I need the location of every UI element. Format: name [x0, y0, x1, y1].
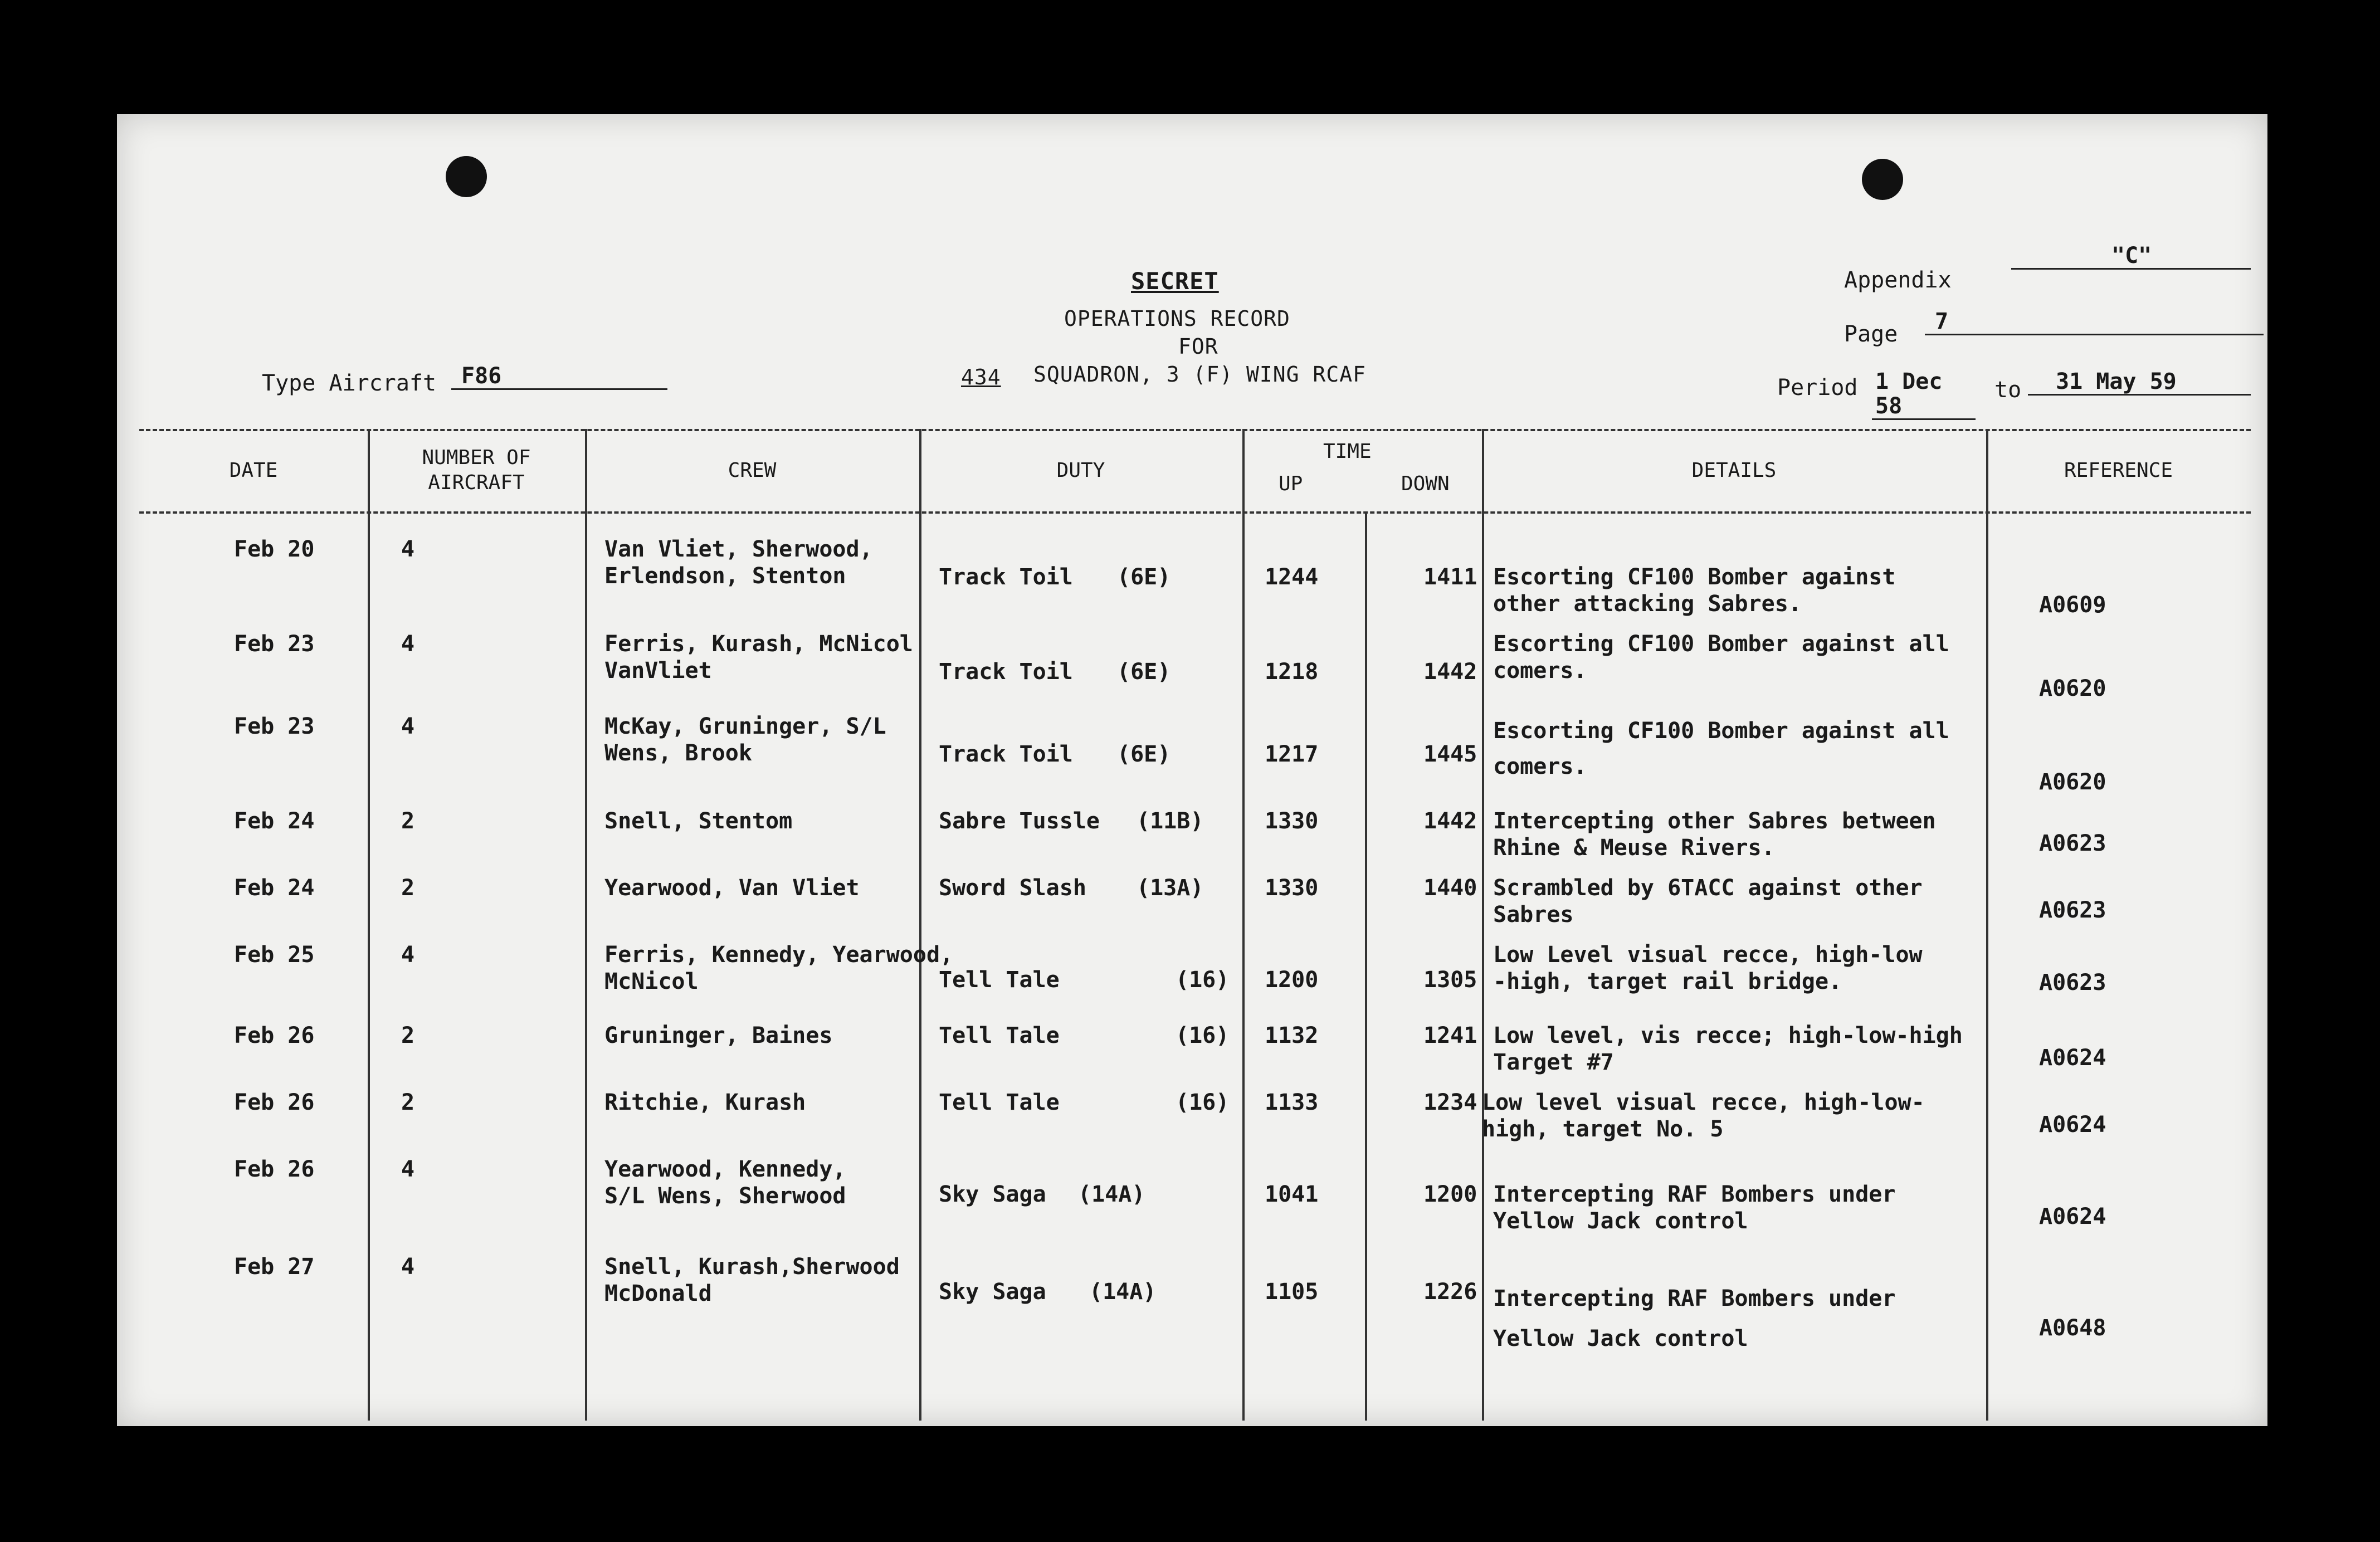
row-date: Feb 24	[234, 875, 315, 901]
record-title: OPERATIONS RECORD	[1064, 306, 1290, 331]
row-duty-name: Track Toil	[939, 564, 1073, 590]
row-time-up: 1330	[1265, 808, 1319, 834]
row-reference: A0620	[2039, 676, 2106, 701]
column-divider	[1482, 429, 1484, 1421]
record-sheet	[117, 114, 2267, 1426]
type-aircraft-label: Type Aircraft	[262, 370, 437, 396]
row-time-up: 1132	[1265, 1023, 1319, 1048]
row-aircraft-count: 4	[401, 942, 415, 968]
row-duty-code: (14A)	[1089, 1279, 1157, 1305]
column-header-reference: REFERENCE	[2064, 458, 2173, 482]
row-time-down: 1234	[1423, 1090, 1477, 1115]
row-crew: Yearwood, Kennedy, S/L Wens, Sherwood	[604, 1156, 846, 1209]
operations-table	[139, 429, 2251, 1421]
row-duty	[939, 1089, 1256, 1116]
row-date: Feb 25	[234, 942, 315, 968]
appendix-label: Appendix	[1844, 267, 1952, 293]
column-header-up: UP	[1279, 472, 1303, 495]
period-until: 31 May 59	[2028, 369, 2251, 396]
row-time-down: 1442	[1423, 808, 1477, 834]
table-row	[139, 941, 2251, 996]
row-duty-name: Track Toil	[939, 659, 1073, 685]
row-duty-code: (16)	[1176, 1023, 1230, 1048]
row-duty-name: Sword Slash	[939, 875, 1086, 901]
row-duty-code: (14A)	[1078, 1182, 1145, 1207]
row-aircraft-count: 4	[401, 536, 415, 562]
column-header-time: TIME	[1323, 440, 1372, 463]
row-duty-code: (6E)	[1117, 564, 1171, 590]
row-duty-code: (16)	[1176, 1090, 1230, 1115]
row-aircraft-count: 2	[401, 875, 415, 901]
row-time-up: 1105	[1265, 1279, 1319, 1305]
for-word: FOR	[1178, 334, 1218, 359]
row-time-down: 1200	[1423, 1182, 1477, 1207]
row-aircraft-count: 2	[401, 808, 415, 834]
row-time-down: 1241	[1423, 1023, 1477, 1048]
row-time-up: 1041	[1265, 1182, 1319, 1207]
row-crew: Gruninger, Baines	[604, 1023, 833, 1048]
row-duty	[939, 808, 1256, 835]
period-to-word: to	[1994, 377, 2022, 403]
row-crew: Ferris, Kurash, McNicol VanVliet	[604, 631, 913, 684]
column-header-number-of-aircraft: NUMBER OF AIRCRAFT	[422, 446, 531, 494]
column-header-date: DATE	[229, 458, 278, 482]
row-duty-code: (6E)	[1117, 659, 1171, 685]
row-duty	[939, 741, 1256, 768]
period-from: 1 Dec 58	[1872, 369, 1976, 420]
row-duty	[939, 967, 1256, 993]
row-time-down: 1440	[1423, 875, 1477, 901]
row-reference: A0609	[2039, 592, 2106, 618]
row-details: Low level, vis recce; high-low-high Target #7	[1493, 1023, 1963, 1075]
row-time-down: 1411	[1423, 564, 1477, 590]
row-duty-code: (6E)	[1117, 741, 1171, 767]
row-details: Escorting CF100 Bomber against other attacking Sabres.	[1493, 564, 1896, 617]
row-reference: A0623	[2039, 897, 2106, 923]
classification-mark: SECRET	[1131, 267, 1219, 295]
row-duty-code: (13A)	[1137, 875, 1204, 901]
row-details: Escorting CF100 Bomber against all comers.	[1493, 718, 1949, 779]
row-aircraft-count: 4	[401, 1254, 415, 1280]
row-time-down: 1445	[1423, 741, 1477, 767]
column-header-details: DETAILS	[1691, 458, 1777, 482]
row-crew: Ritchie, Kurash	[604, 1090, 806, 1115]
row-details: Intercepting RAF Bombers under Yellow Jack control	[1493, 1286, 1896, 1351]
row-time-up: 1133	[1265, 1090, 1319, 1115]
row-details: Low Level visual recce, high-low -high, target rail bridge.	[1493, 942, 1923, 994]
column-divider	[585, 429, 587, 1421]
page-value: 7	[1925, 309, 2264, 335]
row-details: Intercepting other Sabres between Rhine & Meuse Rivers.	[1493, 808, 1936, 861]
row-time-up: 1330	[1265, 875, 1319, 901]
punch-hole-left	[446, 156, 487, 197]
row-crew: Ferris, Kennedy, Yearwood, McNicol	[604, 942, 954, 994]
row-reference: A0620	[2039, 769, 2106, 795]
page-label: Page	[1844, 321, 1898, 347]
column-header-crew: CREW	[728, 458, 777, 482]
row-time-down: 1442	[1423, 659, 1477, 685]
column-header-down: DOWN	[1401, 472, 1450, 495]
punch-hole-right	[1862, 159, 1903, 200]
row-date: Feb 27	[234, 1254, 315, 1280]
row-time-down: 1226	[1423, 1279, 1477, 1305]
row-aircraft-count: 4	[401, 1156, 415, 1182]
squadron-number: 434	[961, 365, 1001, 389]
row-reference: A0648	[2039, 1315, 2106, 1341]
period-label: Period	[1777, 375, 1858, 401]
row-duty-name: Tell Tale	[939, 1023, 1060, 1048]
row-duty-name: Sky Saga	[939, 1182, 1046, 1207]
row-duty-name: Sky Saga	[939, 1279, 1046, 1305]
table-row	[139, 1089, 2251, 1142]
row-details: Escorting CF100 Bomber against all comers.	[1493, 631, 1949, 684]
row-reference: A0623	[2039, 831, 2106, 856]
row-date: Feb 23	[234, 631, 315, 657]
row-duty	[939, 1022, 1256, 1049]
row-time-up: 1218	[1265, 659, 1319, 685]
row-date: Feb 20	[234, 536, 315, 562]
appendix-value: "C"	[2011, 243, 2251, 270]
row-date: Feb 26	[234, 1156, 315, 1182]
column-divider	[1365, 511, 1367, 1421]
row-reference: A0624	[2039, 1204, 2106, 1229]
row-aircraft-count: 2	[401, 1090, 415, 1115]
row-details: Intercepting RAF Bombers under Yellow Jack control	[1493, 1182, 1896, 1234]
row-time-up: 1244	[1265, 564, 1319, 590]
row-crew: Yearwood, Van Vliet	[604, 875, 860, 901]
row-duty-name: Sabre Tussle	[939, 808, 1100, 834]
row-reference: A0624	[2039, 1112, 2106, 1138]
row-date: Feb 24	[234, 808, 315, 834]
row-duty-code: (11B)	[1137, 808, 1204, 834]
row-duty-name: Track Toil	[939, 741, 1073, 767]
row-crew: Snell, Kurash,Sherwood McDonald	[604, 1254, 900, 1306]
row-duty-name: Tell Tale	[939, 967, 1060, 993]
row-time-up: 1217	[1265, 741, 1319, 767]
table-row	[139, 1022, 2251, 1075]
row-reference: A0624	[2039, 1045, 2106, 1071]
row-duty	[939, 1279, 1256, 1305]
row-time-down: 1305	[1423, 967, 1477, 993]
row-details: Scrambled by 6TACC against other Sabres	[1493, 875, 1923, 928]
row-aircraft-count: 4	[401, 631, 415, 657]
row-crew: Snell, Stentom	[604, 808, 793, 834]
row-duty-code: (16)	[1176, 967, 1230, 993]
row-date: Feb 23	[234, 714, 315, 739]
row-details: Low level visual recce, high-low- high, target No. 5	[1482, 1090, 1925, 1142]
header-bottom-rule	[139, 511, 2251, 514]
row-date: Feb 26	[234, 1023, 315, 1048]
row-time-up: 1200	[1265, 967, 1319, 993]
row-duty-name: Tell Tale	[939, 1090, 1060, 1115]
row-duty	[939, 875, 1256, 901]
squadron-text: SQUADRON, 3 (F) WING RCAF	[1033, 362, 1366, 387]
row-crew: Van Vliet, Sherwood, Erlendson, Stenton	[604, 536, 873, 589]
row-duty	[939, 658, 1256, 685]
row-aircraft-count: 2	[401, 1023, 415, 1048]
column-header-duty: DUTY	[1056, 458, 1105, 482]
row-date: Feb 26	[234, 1090, 315, 1115]
row-duty	[939, 564, 1256, 591]
row-aircraft-count: 4	[401, 714, 415, 739]
table-row	[139, 1253, 2251, 1351]
table-row	[139, 713, 2251, 795]
row-crew: McKay, Gruninger, S/L Wens, Brook	[604, 714, 886, 766]
row-duty	[939, 1181, 1256, 1208]
column-divider	[368, 429, 370, 1421]
row-reference: A0623	[2039, 970, 2106, 996]
type-aircraft-value: F86	[451, 364, 667, 390]
